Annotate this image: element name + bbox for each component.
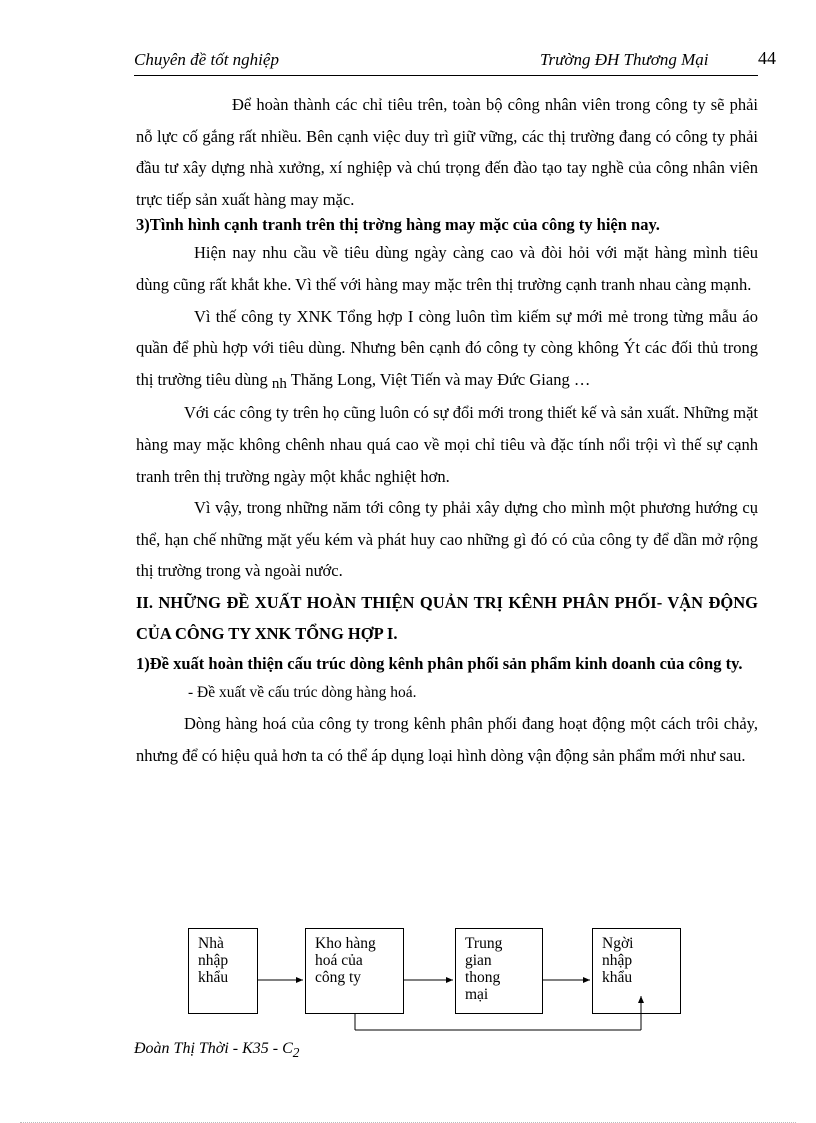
body-text [136,89,758,771]
paragraph-competitors [136,301,758,398]
page-header [134,46,784,74]
box-importer-end-line: khẩu [602,969,633,986]
box-intermediary-line: Trung [465,935,503,952]
box-intermediary-line: gian [465,952,492,969]
box-warehouse-line: công ty [315,969,362,986]
box-importer-line: nhập [198,952,229,969]
heading-subsection-1: 1)Đề xuất hoàn thiện cấu trúc dòng kênh phân phối sản phẩm kinh doanh của công ty. [136,653,743,673]
box-importer-line: khẩu [198,969,229,986]
header-rule [134,75,758,76]
box-importer-end-line: nhập [602,952,633,969]
paragraph-direction: Vì vậy, trong những năm tới công ty phải xây dựng cho mình một phương hướng cụ thể, hạn chế những mặt yếu kém và phát huy cao những gì đó có của công ty để dần mở rộng thị trường trong và ngoài nước. [136,498,758,581]
bullet-goods-flow: - Đề xuất về cấu trúc dòng hàng hoá. [188,683,417,701]
page-number: 44 [758,48,776,68]
competitors-text-sub: nh [271,375,287,392]
heading-section-3: 3)Tình hình cạnh tranh trên thị trờng hàng may mặc của công ty hiện nay. [136,215,660,235]
footer-subscript: 2 [292,1045,300,1061]
box-intermediary-line: mại [465,986,489,1003]
heading-section-II: II. NHỮNG ĐỀ XUẤT HOÀN THIỆN QUẢN TRỊ KÊNH PHÂN PHỐI- VẬN ĐỘNG CỦA CÔNG TY XNK TỔNG HỢP I. [136,592,758,643]
paragraph-innovation: Với các công ty trên họ cũng luôn có sự đổi mới trong thiết kế và sản xuất. Những mặt hàng may mặc không chênh nhau quá cao về mọi chỉ tiêu và đặc tính nổi trội vì thế sự cạnh tranh trên thị trường ngày một khắc nghiệt hơn. [136,403,758,486]
box-importer-end [592,928,681,1014]
box-intermediary-line: thong [465,969,501,986]
header-document-type: Chuyên đề tốt nghiệp [134,50,279,69]
box-warehouse-line: hoá của [315,952,363,969]
paragraph-demand: Hiện nay nhu cầu về tiêu dùng ngày càng cao và đòi hỏi với mặt hàng mình tiêu dùng cũng rất khắt khe. Vì thế với hàng may mặc trên thị trường cạnh tranh nhau càng mạnh. [136,243,758,294]
header-university: Trường ĐH Thương Mại [540,50,709,69]
box-importer-end-line: Ngời [602,935,634,952]
footer-author: Đoàn Thị Thời - K35 - C [134,1040,293,1057]
box-importer-line: Nhà [198,935,224,952]
paragraph-proposal: Dòng hàng hoá của công ty trong kênh phân phối đang hoạt động một cách trôi chảy, nhưng để có hiệu quả hơn ta có thể áp dụng loại hình dòng vận động sản phẩm mới như sau. [136,713,758,765]
paragraph-intro: Để hoàn thành các chỉ tiêu trên, toàn bộ công nhân viên trong công ty sẽ phải nỗ lực cố gắng rất nhiều. Bên cạnh việc duy trì giữ vững, các thị trường đang có công ty phải đầu tư xây dựng nhà xưởng, xí nghiệp và chú trọng đến đào tạo tay nghề của công nhân viên trực tiếp sản xuất hàng may mặc. [136,95,758,209]
competitors-text-b: Thăng Long, Việt Tiến và may Đức Giang … [286,369,591,389]
box-trade-intermediary [455,928,543,1014]
page-footer [134,1040,299,1061]
competitors-text-a: Vì thế công ty XNK Tổng hợp I còng luôn tìm kiếm sự mới mẻ trong từng mẫu áo quần để phù hợp với tiêu dùng. Nhưng bên cạnh đó công ty còng không Ýt các đối thủ trong thị trường tiêu dùng [136,306,758,389]
box-company-warehouse [305,928,404,1014]
box-warehouse-line: Kho hàng [315,935,376,952]
box-importer [188,928,258,1014]
